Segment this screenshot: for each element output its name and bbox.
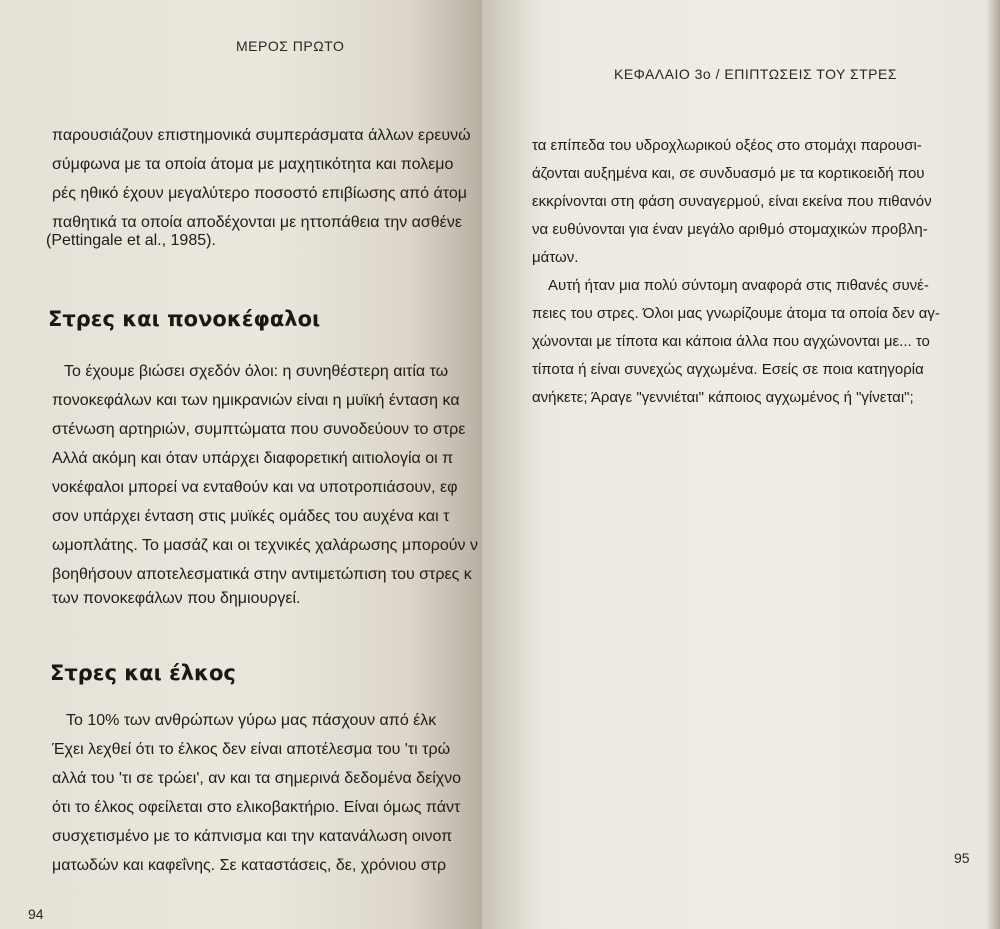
body-line: χώνονται με τίποτα και κάποια άλλα που αγχώνονται με... το bbox=[532, 333, 930, 350]
body-line: πειες του στρες. Όλοι μας γνωρίζουμε άτομα τα οποία δεν αγ- bbox=[532, 305, 940, 322]
body-line: Αλλά ακόμη και όταν υπάρχει διαφορετική αιτιολογία οι π bbox=[52, 450, 454, 467]
body-line: σύμφωνα με τα οποία άτομα με μαχητικότητα και πολεμο bbox=[52, 156, 454, 173]
body-line: ότι το έλκος οφείλεται στο ελικοβακτήριο. Είναι όμως πάντ bbox=[52, 799, 461, 816]
body-line: στένωση αρτηριών, συμπτώματα που συνοδεύουν το στρε bbox=[52, 421, 466, 438]
page-number: 95 bbox=[954, 850, 970, 866]
right-page bbox=[482, 0, 1000, 929]
body-line: τίποτα ή είναι συνεχώς αγχωμένα. Εσείς σε ποια κατηγορία bbox=[532, 361, 924, 378]
body-line: των πονοκεφάλων που δημιουργεί. bbox=[52, 590, 301, 607]
section-heading-ulcer: Στρες και έλκος bbox=[50, 661, 236, 685]
body-line: Το 10% των ανθρώπων γύρω μας πάσχουν από έλκ bbox=[66, 712, 437, 729]
body-line: νοκέφαλοι μπορεί να ενταθούν και να υποτροπιάσουν, εφ bbox=[52, 479, 458, 496]
citation-line: (Pettingale et al., 1985). bbox=[46, 232, 216, 249]
body-line: βοηθήσουν αποτελεσματικά στην αντιμετώπιση του στρες κ bbox=[52, 566, 472, 583]
left-page bbox=[0, 0, 482, 929]
body-line: πονοκεφάλων και των ημικρανιών είναι η μυϊκή ένταση κα bbox=[52, 392, 460, 409]
body-line: Έχει λεχθεί ότι το έλκος δεν είναι αποτέλεσμα του 'τι τρώ bbox=[52, 741, 451, 758]
body-line: Αυτή ήταν μια πολύ σύντομη αναφορά στις πιθανές συνέ- bbox=[548, 277, 929, 294]
body-line: παθητικά τα οποία αποδέχονται με ηττοπάθεια την ασθένε bbox=[52, 214, 462, 231]
body-line: τα επίπεδα του υδροχλωρικού οξέος στο στομάχι παρουσι- bbox=[532, 137, 922, 154]
body-line: μάτων. bbox=[532, 249, 579, 266]
body-line: αλλά του 'τι σε τρώει', αν και τα σημερινά δεδομένα δείχνο bbox=[52, 770, 462, 787]
body-line: άζονται αυξημένα και, σε συνδυασμό με τα κορτικοειδή που bbox=[532, 165, 925, 182]
body-line: ανήκετε; Άραγε "γεννιέται" κάποιος αγχωμένος ή "γίνεται"; bbox=[532, 389, 914, 406]
running-head: ΜΕΡΟΣ ΠΡΩΤΟ bbox=[236, 38, 345, 54]
page-number: 94 bbox=[28, 906, 44, 922]
body-line: εκκρίνονται στη φάση συναγερμού, είναι εκείνα που πιθανόν bbox=[532, 193, 932, 210]
body-line: Το έχουμε βιώσει σχεδόν όλοι: η συνηθέστερη αιτία τω bbox=[64, 363, 449, 380]
running-head: ΚΕΦΑΛΑΙΟ 3ο / ΕΠΙΠΤΩΣΕΙΣ ΤΟΥ ΣΤΡΕΣ bbox=[614, 66, 898, 82]
body-line: να ευθύνονται για έναν μεγάλο αριθμό στομαχικών προβλη- bbox=[532, 221, 928, 238]
body-line: συσχετισμένο με το κάπνισμα και την κατανάλωση οινοπ bbox=[52, 828, 453, 845]
section-heading-headaches: Στρες και πονοκέφαλοι bbox=[48, 307, 321, 331]
body-line: σον υπάρχει ένταση στις μυϊκές ομάδες του αυχένα και τ bbox=[52, 508, 450, 525]
body-line: ματωδών και καφεΐνης. Σε καταστάσεις, δε, χρόνιου στρ bbox=[52, 857, 447, 874]
body-line: ωμοπλάτης. Το μασάζ και οι τεχνικές χαλάρωσης μπορούν ν bbox=[52, 537, 478, 554]
body-line: παρουσιάζουν επιστημονικά συμπεράσματα άλλων ερευνώ bbox=[52, 127, 471, 144]
body-line: ρές ηθικό έχουν μεγαλύτερο ποσοστό επιβίωσης από άτομ bbox=[52, 185, 467, 202]
